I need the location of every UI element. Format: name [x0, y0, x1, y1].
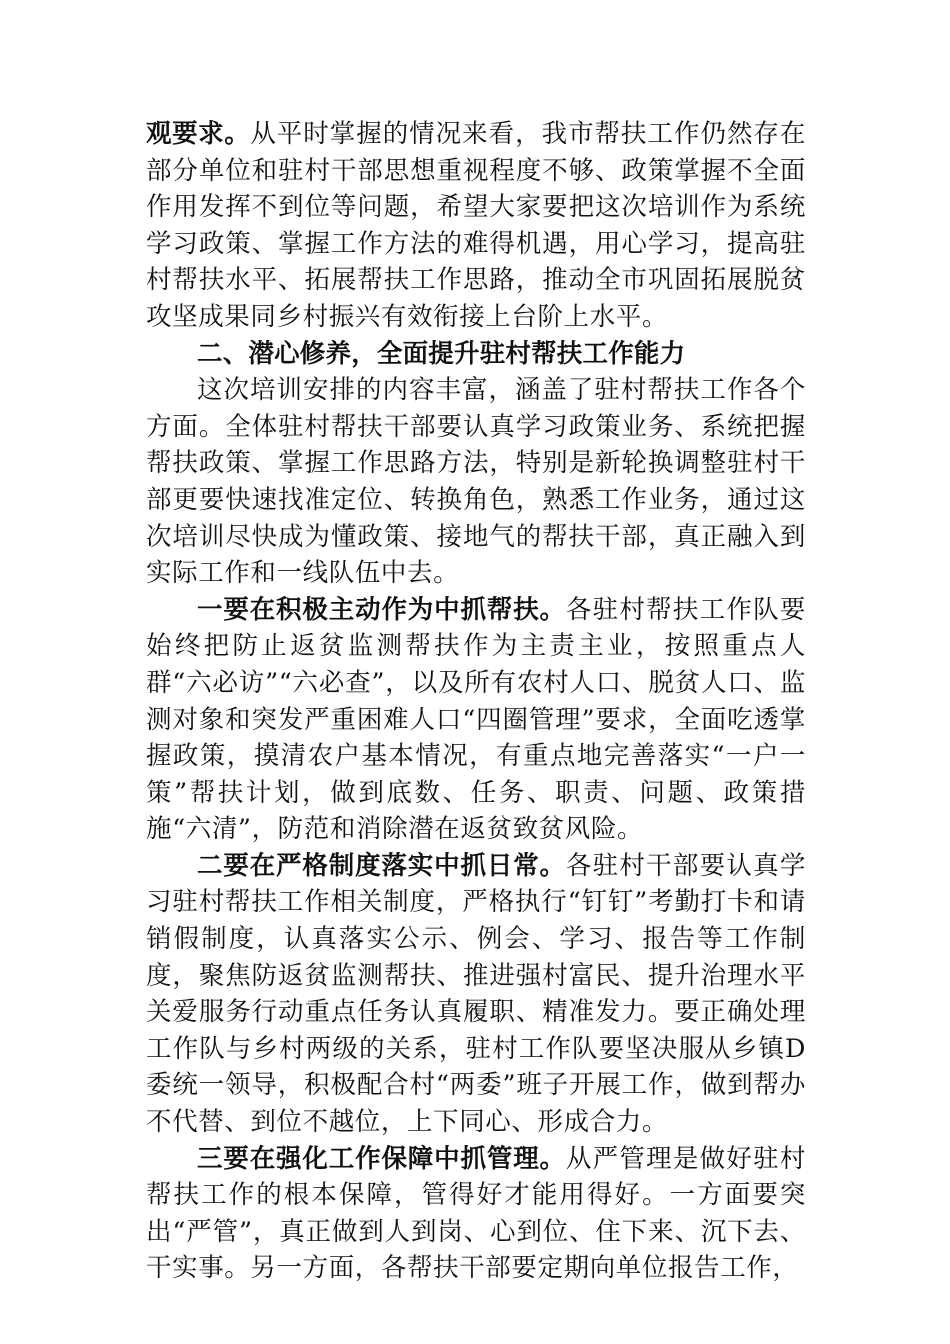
point-paragraph-3 — [146, 1141, 806, 1287]
point-text-2: 各驻村干部要认真学习驻村帮扶工作相关制度，严格执行“钉钉”考勤打卡和请销假制度，认真落实公示、例会、学习、报告等工作制度，聚焦防返贫监测帮扶、推进强村富民、提升治理水平关爱服务行动重点任务认真履职、精准发力。要正确处理工作队与乡村两级的关系，驻村工作队要坚决服从乡镇D委统一领导，积极配合村“两委”班子开展工作，做到帮办不代替、到位不越位，上下同心、形成合力。 — [146, 850, 806, 1138]
document-body — [146, 116, 806, 1287]
section-heading: 二、潜心修养，全面提升驻村帮扶工作能力 — [197, 338, 686, 369]
point-lead-3: 三要在强化工作保障中抓管理。 — [197, 1143, 566, 1174]
point-text-3: 从严管理是做好驻村帮扶工作的根本保障，管得好才能用得好。一方面要突出“严管”，真正做到人到岗、心到位、住下来、沉下去、干实事。另一方面，各帮扶干部要定期向单位报告工作， — [146, 1143, 806, 1284]
continuation-text: 从平时掌握的情况来看，我市帮扶工作仍然存在部分单位和驻村干部思想重视程度不够、政策掌握不全面作用发挥不到位等问题，希望大家要把这次培训作为系统学习政策、掌握工作方法的难得机遇，用心学习，提高驻村帮扶水平、拓展帮扶工作思路，推动全市巩固拓展脱贫攻坚成果同乡村振兴有效衔接上台阶上水平。 — [146, 119, 806, 332]
continuation-lead: 观要求。 — [146, 119, 251, 149]
continuation-paragraph — [146, 116, 806, 336]
point-paragraph-2 — [146, 848, 806, 1141]
point-lead-2: 二要在严格制度落实中抓日常。 — [197, 850, 566, 881]
point-paragraph-1 — [146, 592, 806, 848]
point-text-1: 各驻村帮扶工作队要始终把防止返贫监测帮扶作为主责主业，按照重点人群“六必访”“六必查”，以及所有农村人口、脱贫人口、监测对象和突发严重困难人口“四圈管理”要求，全面吃透掌握政策，摸清农户基本情况，有重点地完善落实“一户一策”帮扶计划，做到底数、任务、职责、问题、政策措施“六清”，防范和消除潜在返贫致贫风险。 — [146, 594, 806, 845]
point-lead-1: 一要在积极主动作为中抓帮扶。 — [197, 594, 566, 625]
section-intro-paragraph: 这次培训安排的内容丰富，涵盖了驻村帮扶工作各个方面。全体驻村帮扶干部要认真学习政策业务、系统把握帮扶政策、掌握工作思路方法，特别是新轮换调整驻村干部更要快速找准定位、转换角色，熟悉工作业务，通过这次培训尽快成为懂政策、接地气的帮扶干部，真正融入到实际工作和一线队伍中去。 — [146, 375, 806, 589]
